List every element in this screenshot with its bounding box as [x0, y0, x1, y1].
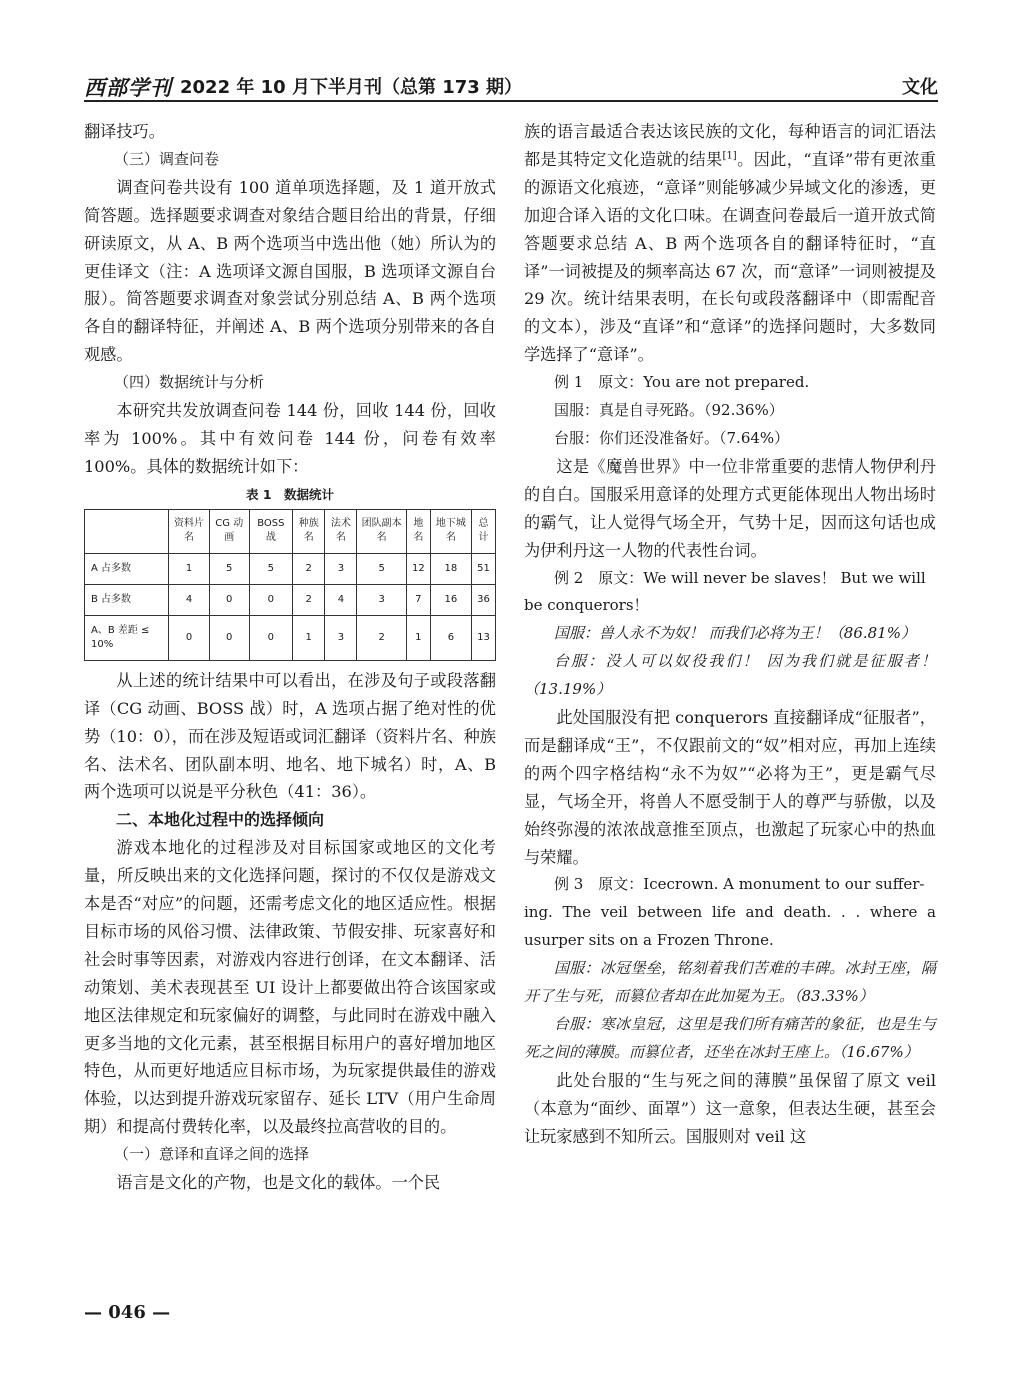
example-cn: 国服：冰冠堡垒，铭刻着我们苦难的丰碑。冰封王座，隔开了生与死，而篡位者却在此加冕为王。（83.33%）: [524, 959, 936, 1006]
table-cell: 4: [325, 584, 357, 615]
paragraph: 语言是文化的产物，也是文化的载体。一个民: [116, 1173, 441, 1193]
subheading-survey: （三）调查问卷: [114, 149, 220, 168]
table-header-row: [85, 509, 496, 553]
table-cell: 4: [169, 584, 210, 615]
example-original: 例 1 原文：You are not prepared.: [554, 373, 810, 392]
table-header-cell: 法术名: [325, 509, 357, 553]
stats-table: [84, 509, 496, 661]
table-header-cell: [85, 509, 169, 553]
right-column: [524, 118, 936, 1151]
subheading-stats: （四）数据统计与分析: [114, 373, 265, 392]
example-tw: 台服：你们还没准备好。（7.64%）: [554, 428, 790, 447]
table-cell: 1: [406, 615, 430, 660]
table-cell: 1: [293, 615, 325, 660]
citation: [1]: [722, 150, 737, 162]
table-cell: 1: [169, 553, 210, 584]
table-cell: 6: [430, 615, 471, 660]
header-rule: [84, 100, 938, 102]
example-cn: 国服：兽人永不为奴！ 而我们必将为王！（86.81%）: [554, 624, 916, 643]
table-cell: 0: [209, 584, 249, 615]
table-cell: 0: [169, 615, 210, 660]
table-header-cell: 资料片名: [169, 509, 210, 553]
subheading-choice: （一）意译和直译之间的选择: [114, 1145, 310, 1164]
table-header-cell: 种族名: [293, 509, 325, 553]
table-header-cell: 地名: [406, 509, 430, 553]
table-cell: 2: [293, 584, 325, 615]
example-cn: 国服：真是自寻死路。（92.36%）: [554, 401, 784, 420]
table-cell: 0: [209, 615, 249, 660]
paragraph: 翻译技巧。: [84, 122, 165, 141]
example-tw: 台服：寒冰皇冠，这里是我们所有痛苦的象征，也是生与死之间的薄膜。而篡位者，还坐在冰封王座上。（16.67%）: [524, 1015, 936, 1061]
paragraph-text: 。因此，“直译”带有更浓重的源语文化痕迹，“意译”则能够减少异域文化的渗透，更加迎合译入语的文化口味。在调查问卷最后一道开放式简答题要求总结 A、B 两个选项各自的翻译特征时，“直译”一词被提及的频率高达 67 次，而“意译”一词则被提及 29 次。统计结果表明，在长句或段落翻译中（即需配音的文本），涉及“直译”和“意译”的选择问题时，大多数同学选择了“意译”。: [524, 149, 936, 365]
table-cell: B 占多数: [85, 584, 169, 615]
table-cell: 36: [471, 584, 495, 615]
table-cell: 13: [471, 615, 495, 660]
table-cell: 0: [249, 615, 293, 660]
table-cell: 5: [209, 553, 249, 584]
table-cell: A 占多数: [85, 553, 169, 584]
table-cell: 51: [471, 553, 495, 584]
table-caption: 表 1 数据统计: [245, 486, 335, 502]
paragraph: 本研究共发放调查问卷 144 份，回收 144 份，回收率为 100%。其中有效问卷 144 份，问卷有效率 100%。具体的数据统计如下：: [84, 401, 496, 476]
example-original: 例 3 原文：Icecrown. A monument to our suffer-: [554, 875, 925, 894]
page-number: — 046 —: [84, 1302, 171, 1323]
table-cell: 18: [430, 553, 471, 584]
table-cell: 7: [406, 584, 430, 615]
issue-info: 2022 年 10 月下半月刊（总第 173 期）: [180, 77, 523, 98]
example-tw: 台服：没人可以奴役我们！ 因为我们就是征服者！（13.19%）: [524, 652, 936, 699]
table-cell: A、B 差距 ≤ 10%: [85, 615, 169, 660]
example-original-continued: ing. The veil between life and death. . . where a usurper sits on a Frozen Throne.: [524, 903, 936, 950]
paragraph: 调查问卷共设有 100 道单项选择题，及 1 道开放式简答题。选择题要求调查对象结合题目给出的背景，仔细研读原文，从 A、B 两个选项当中选出他（她）所认为的更佳译文（注：A 选项译文源自国服，B 选项译文源自台服）。简答题要求调查对象尝试分别总结 A、B 两个选项各自的翻译特征，并阐述 A、B 两个选项分别带来的各自观感。: [84, 177, 496, 365]
paragraph: 从上述的统计结果中可以看出，在涉及句子或段落翻译（CG 动画、BOSS 战）时，A 选项占据了绝对性的优势（10：0），而在涉及短语或词汇翻译（资料片名、种族名、法术名、团队副本明、地名、地下城名）时，A、B 两个选项可以说是平分秋色（41：36）。: [84, 670, 496, 802]
section-name: 文化: [902, 77, 938, 98]
example-original-continued: be conquerors！: [524, 596, 649, 615]
table-header-cell: CG 动画: [209, 509, 249, 553]
paragraph: [524, 118, 936, 369]
table-header-cell: 团队副本名: [357, 509, 406, 553]
paragraph: 这是《魔兽世界》中一位非常重要的悲情人物伊利丹的自白。国服采用意译的处理方式更能体现出人物出场时的霸气，让人觉得气场全开，气势十足，因而这句话也成为伊利丹这一人物的代表性台词。: [524, 456, 936, 560]
paragraph: 此处台服的“生与死之间的薄膜”虽保留了原文 veil（本意为“面纱、面罩”）这一意象，但表达生硬，甚至会让玩家感到不知所云。国服则对 veil 这: [524, 1070, 936, 1146]
left-column: [84, 118, 496, 1197]
paragraph: 游戏本地化的过程涉及对目标国家或地区的文化考量，所反映出来的文化选择问题，探讨的不仅仅是游戏文本是否“对应”的问题，还需考虑文化的地区适应性。根据目标市场的风俗习惯、法律政策、节假安排、玩家喜好和社会时事等因素，对游戏内容进行创译，在文本翻译、活动策划、美术表现甚至 UI 设计上都要做出符合该国家或地区法律规定和玩家偏好的调整，与此同时在游戏中融入更多当地的文化元素，甚至根据目标用户的喜好增加地区特色，从而更好地适应目标市场，为玩家提供最佳的游戏体验，以达到提升游戏玩家留存、延长 LTV（用户生命周期）和提高付费转化率，以及最终拉高营收的目的。: [84, 838, 496, 1137]
page-header: [84, 70, 938, 100]
table-cell: 0: [249, 584, 293, 615]
table-header-cell: 总计: [471, 509, 495, 553]
table-row: [85, 584, 496, 615]
table-row: [85, 553, 496, 584]
table-cell: 12: [406, 553, 430, 584]
table-header-cell: 地下城名: [430, 509, 471, 553]
table-header-cell: BOSS 战: [249, 509, 293, 553]
section-heading: 二、本地化过程中的选择倾向: [116, 810, 325, 830]
example-original: 例 2 原文：We will never be slaves！ But we will: [554, 568, 926, 587]
table-cell: 3: [325, 553, 357, 584]
table-row: [85, 615, 496, 660]
table-cell: 3: [325, 615, 357, 660]
table-cell: 5: [357, 553, 406, 584]
table-cell: 2: [293, 553, 325, 584]
table-cell: 16: [430, 584, 471, 615]
table-cell: 5: [249, 553, 293, 584]
table-cell: 3: [357, 584, 406, 615]
table-cell: 2: [357, 615, 406, 660]
journal-logo: 西部学刊: [84, 75, 172, 100]
paragraph-text: 族的语言最适合表达该民族的文化，每种语言的词汇语法都是其特定文化造就的结果: [524, 122, 936, 169]
paragraph: 此处国服没有把 conquerors 直接翻译成“征服者”，而是翻译成“王”，不仅跟前文的“奴”相对应，再加上连续的两个四字格结构“永不为奴”“必将为王”，更是霸气尽显，气场全开，将兽人不愿受制于人的尊严与骄傲，以及始终弥漫的浓浓战意推至顶点，也激起了玩家心中的热血与荣耀。: [524, 708, 936, 867]
